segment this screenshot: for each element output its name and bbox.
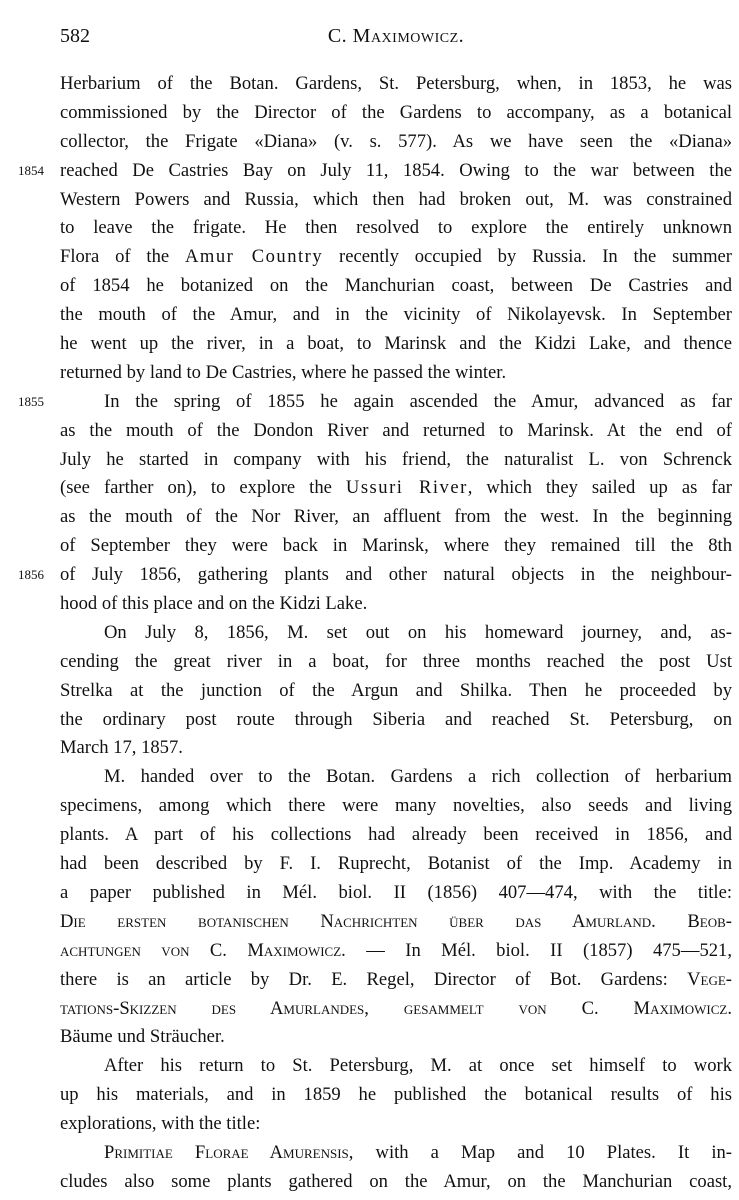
text-segment: recently occupied by Russia. In the summer [323,246,732,268]
text-line [60,474,732,503]
text-line: cludes also some plants gathered on the Amur, on the Manchurian coast, [60,1170,732,1192]
text-segment: there is an article by Dr. E. Regel, Director of Bot. Gardens: [60,968,688,990]
body-text [18,70,732,1197]
text-line: Bäume und Sträucher. [60,1026,225,1048]
page-number: 582 [60,25,90,47]
text-segment: — In Mél. biol. II (1857) 475—521, [345,939,732,961]
text-segment: Flora of the [60,246,185,268]
running-head: C. Maximowicz. [327,25,465,47]
text-line [18,388,732,417]
text-line: of September they were back in Marinsk, where they remained till the 8th [60,535,732,557]
text-line: the ordinary post route through Siberia and reached St. Petersburg, on [60,708,732,730]
work-title: Vege- [687,968,732,990]
spaced-term: Ussuri River [345,477,468,499]
text-segment: reached De Castries Bay on July 11, 1854. Owing to the war between the [60,159,732,181]
spaced-term: Amur Country [184,246,324,268]
text-line: had been described by F. I. Ruprecht, Botanist of the Imp. Academy in [60,853,732,875]
text-line: After his return to St. Petersburg, M. at once set himself to work [104,1055,732,1077]
text-line [60,243,732,272]
text-line [60,937,732,966]
text-line: M. handed over to the Botan. Gardens a rich collection of herbarium [104,766,732,788]
text-line: the mouth of the Amur, and in the vicinity of Nikolayevsk. In September [60,304,732,326]
text-line: cending the great river in a boat, for three months reached the post Ust [60,650,732,672]
work-title: achtungen von C. Maximowicz. [60,939,346,961]
text-line: specimens, among which there were many novelties, also seeds and living [60,795,732,817]
margin-year-note: 1854 [18,162,44,178]
text-line: hood of this place and on the Kidzi Lake. [60,593,368,615]
text-line: tations-Skizzen des Amurlandes, gesammelt von C. Maximowicz. [60,997,732,1019]
text-line: Herbarium of the Botan. Gardens, St. Petersburg, when, in 1853, he was [60,73,732,94]
text-line: March 17, 1857. [60,737,183,759]
text-line: as the mouth of the Nor River, an affluent from the west. In the beginning [60,506,732,528]
text-line: Die ersten botanischen Nachrichten über das Amurland. Beob- [60,910,732,932]
margin-year-note: 1856 [18,567,44,583]
text-line: he went up the river, in a boat, to Marinsk and the Kidzi Lake, and thence [60,333,732,355]
text-line: commissioned by the Director of the Gardens to accompany, as a botanical [60,101,732,123]
text-line [18,561,732,590]
page-header [60,22,732,50]
text-line [60,1139,732,1168]
text-line [18,157,732,186]
margin-year-note: 1855 [18,393,44,409]
text-line: collector, the Frigate «Diana» (v. s. 577). As we have seen the «Diana» [60,130,732,152]
text-line: as the mouth of the Dondon River and returned to Marinsk. At the end of [60,419,732,441]
text-line: of 1854 he botanized on the Manchurian coast, between De Castries and [60,275,732,297]
text-line: explorations, with the title: [60,1113,261,1135]
text-line: returned by land to De Castries, where he passed the winter. [60,361,507,383]
text-line: On July 8, 1856, M. set out on his homeward journey, and, as- [104,621,732,643]
text-line: a paper published in Mél. biol. II (1856) 407—474, with the title: [60,881,732,903]
text-line: plants. A part of his collections had already been received in 1856, and [60,824,732,846]
text-line: Strelka at the junction of the Argun and Shilka. Then he proceeded by [60,679,732,701]
text-line: Western Powers and Russia, which then had broken out, M. was constrained [60,188,732,210]
text-segment: with a Map and 10 Plates. It in- [353,1141,732,1163]
text-segment: , which they sailed up as far [467,477,732,499]
text-line: up his materials, and in 1859 he published the botanical results of his [60,1084,732,1106]
work-title: Primitiae Florae Amurensis, [104,1141,354,1163]
text-segment: (see farther on), to explore the [60,477,346,499]
text-line: to leave the frigate. He then resolved to explore the entirely unknown [60,217,732,239]
text-line [60,966,732,995]
text-segment: In the spring of 1855 he again ascended the Amur, advanced as far [104,390,732,412]
text-segment: of July 1856, gathering plants and other natural objects in the neighbour- [60,564,732,586]
text-line: July he started in company with his friend, the naturalist L. von Schrenck [60,448,732,470]
